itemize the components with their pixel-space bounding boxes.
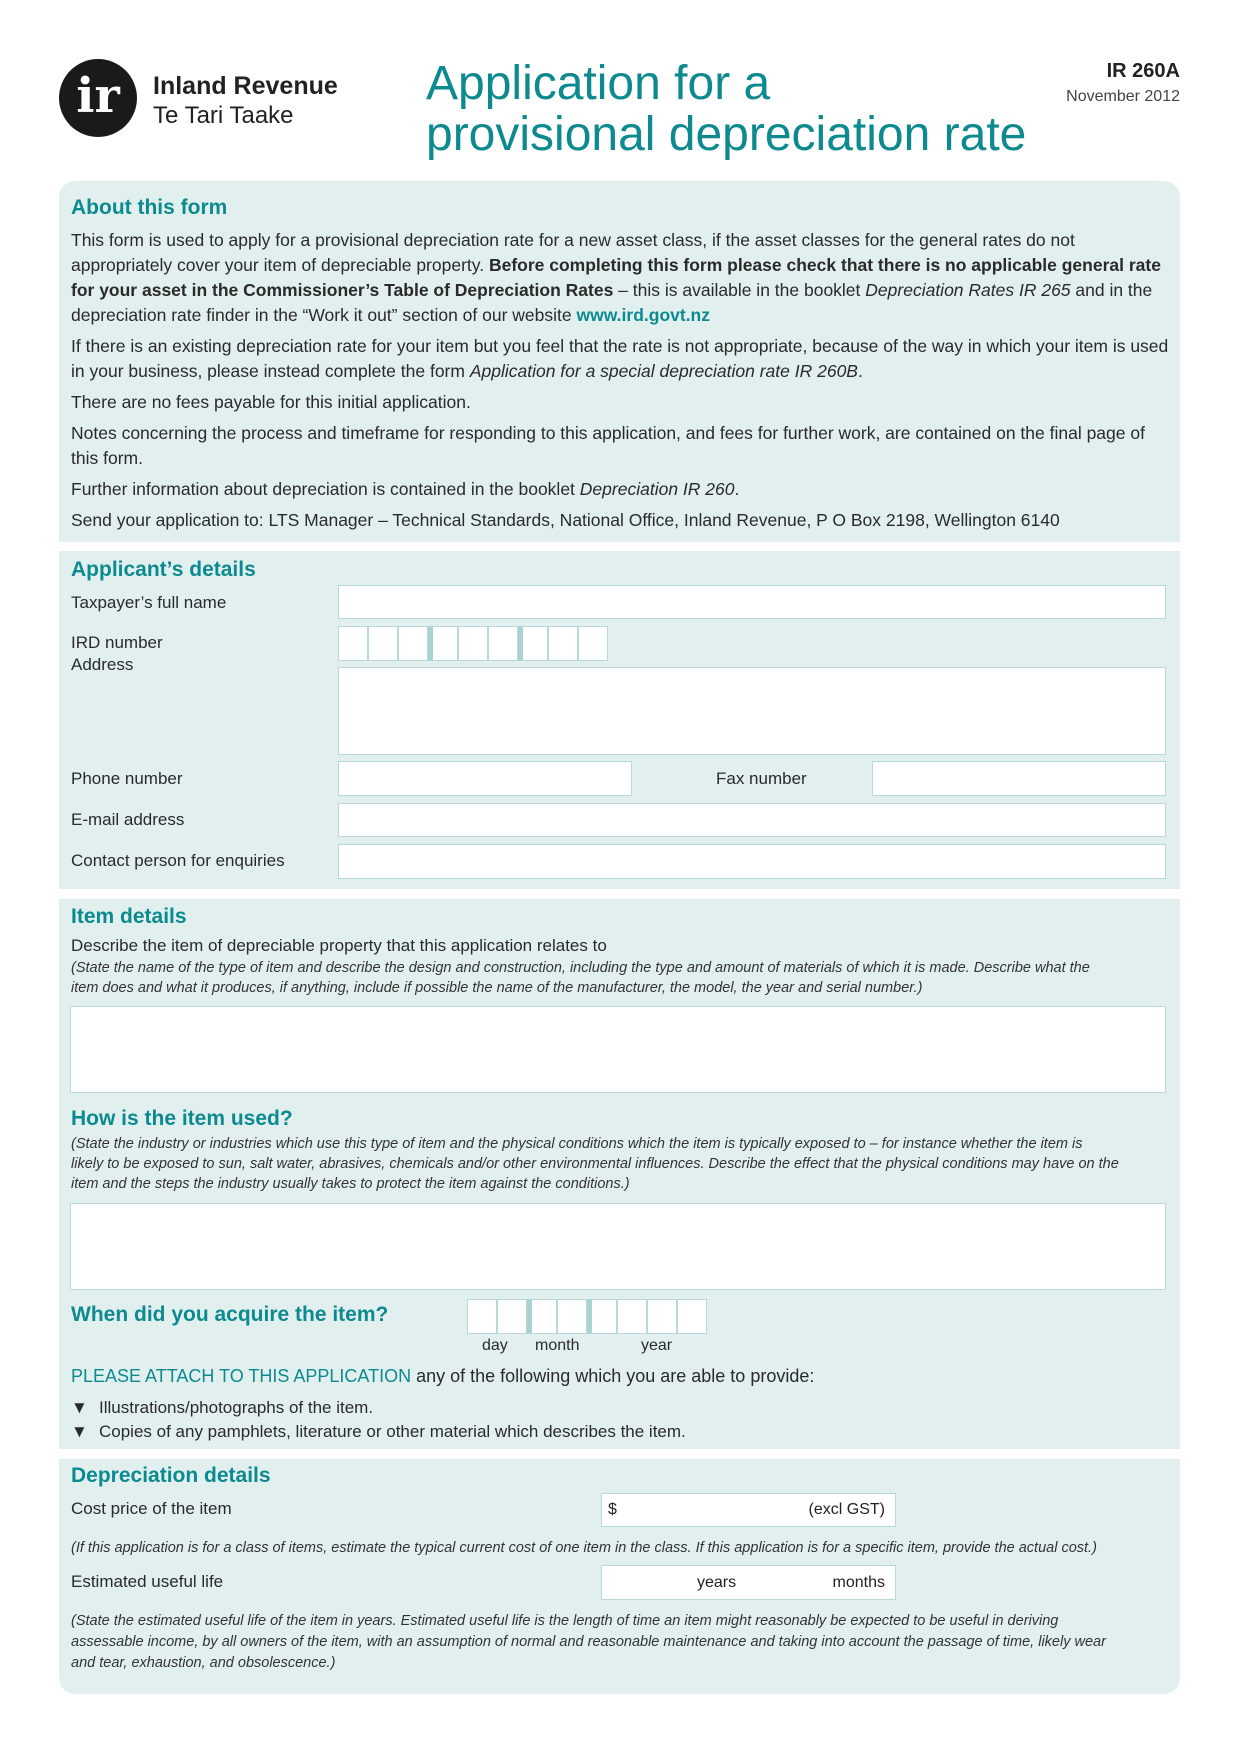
day-label: day [482,1337,508,1354]
excl-gst-label: (excl GST) [808,1501,885,1518]
bullet-item [71,1422,686,1442]
usage-input[interactable] [70,1203,1166,1290]
org-maori-name: Te Tari Taake [153,102,294,129]
ird-number-input[interactable] [338,626,608,661]
usage-note: (State the industry or industries which use this type of item and the physical conditions which the item is typically exposed to – for instance whether the item is [71,1136,1083,1152]
date-box[interactable] [497,1299,527,1334]
triangle-down-icon: ▼ [71,1422,88,1441]
bullet-text: Copies of any pamphlets, literature or other material which describes the item. [99,1422,686,1441]
text: Notes concerning the process and timeframe for responding to this application, and fees for further work, are contained on the final page of this form. [71,423,1145,468]
item-heading: Item details [71,905,187,928]
describe-label: Describe the item of depreciable property that this application relates to [71,936,607,955]
year-label: year [641,1337,673,1354]
text: – this is available in the booklet [613,280,866,300]
currency-symbol: $ [608,1501,617,1518]
about-heading: About this form [71,196,228,219]
describe-note: (State the name of the type of item and describe the design and construction, including the type and amount of materials of which it is made. Describe what the [71,960,1090,976]
digit-box[interactable] [458,626,488,661]
digit-box[interactable] [518,626,548,661]
usage-heading: How is the item used? [71,1107,293,1130]
form-code: IR 260A [1106,60,1180,82]
attach-instruction [71,1366,814,1387]
ir-logo-icon: ir [59,59,137,137]
text: any of the following which you are able to provide: [411,1366,815,1386]
contact-label: Contact person for enquiries [71,851,285,870]
email-input[interactable] [338,803,1166,837]
org-name: Inland Revenue [153,72,338,100]
useful-life-note: assessable income, by all owners of the item, with an assumption of normal and reasonable maintenance and taking into account the passage of time, likely wear [71,1634,1106,1650]
describe-note: item does and what it produces, if anything, include if possible the name of the manufacturer, the model, the year and serial number.) [71,980,923,996]
send-address: Send your application to: LTS Manager – Technical Standards, National Office, Inland Revenue, P O Box 2198, Wellington 6140 [71,510,1060,530]
cost-input[interactable] [601,1493,896,1527]
text-bold: Before completing this form please check that there is no applicable general rate for your asset in the Commissioner’s Table of Depreciation Rates [71,255,1161,300]
booklet-name: Depreciation Rates IR 265 [865,280,1071,300]
month-label: month [535,1337,580,1354]
acquire-date-input[interactable] [467,1299,707,1334]
useful-life-note: and tear, exhaustion, and obsolescence.) [71,1655,336,1671]
date-box[interactable] [557,1299,587,1334]
digit-box[interactable] [368,626,398,661]
address-label: Address [71,655,134,674]
digit-box[interactable] [578,626,608,661]
date-box[interactable] [677,1299,707,1334]
title-line-1: Application for a [426,57,771,110]
years-label: years [697,1574,737,1591]
depreciation-heading: Depreciation details [71,1464,271,1487]
digit-box[interactable] [398,626,428,661]
digit-box[interactable] [428,626,458,661]
useful-life-note: (State the estimated useful life of the item in years. Estimated useful life is the length of time an item might reasonably be expected to be useful in deriving [71,1613,1059,1629]
date-box[interactable] [617,1299,647,1334]
phone-label: Phone number [71,769,183,788]
about-text [71,228,1171,539]
text: . [734,479,740,499]
digit-box[interactable] [338,626,368,661]
months-label: months [832,1574,885,1591]
date-box[interactable] [527,1299,557,1334]
acquire-heading: When did you acquire the item? [71,1303,389,1326]
page-title [426,58,1026,160]
full-name-label: Taxpayer’s full name [71,593,227,612]
text: There are no fees payable for this initial application. [71,392,471,412]
useful-life-input[interactable] [601,1565,896,1600]
usage-note: item and the steps the industry usually takes to protect the item against the conditions.) [71,1176,630,1192]
date-box[interactable] [647,1299,677,1334]
contact-input[interactable] [338,844,1166,879]
cost-label: Cost price of the item [71,1499,232,1518]
email-label: E-mail address [71,810,185,829]
booklet-name: Depreciation IR 260 [579,479,735,499]
date-box[interactable] [467,1299,497,1334]
form-date: November 2012 [1066,88,1180,105]
ird-number-label: IRD number [71,633,163,652]
fax-input[interactable] [872,761,1166,796]
full-name-input[interactable] [338,585,1166,619]
triangle-down-icon: ▼ [71,1398,88,1417]
phone-input[interactable] [338,761,632,796]
title-line-2: provisional depreciation rate [426,108,1027,161]
text: . [857,361,863,381]
bullet-item [71,1398,373,1418]
text: If there is an existing depreciation rate for your item but you feel that the rate is not appropriate, because of the way in which your item is used in your business, please instead complete the form [71,336,1169,381]
describe-input[interactable] [70,1006,1166,1093]
fax-label: Fax number [716,769,807,788]
cost-note: (If this application is for a class of items, estimate the typical current cost of one item in the class. If this application is for a specific item, provide the actual cost.) [71,1540,1097,1556]
bullet-text: Illustrations/photographs of the item. [99,1398,374,1417]
applicant-heading: Applicant’s details [71,558,256,581]
attach-caps: PLEASE ATTACH TO THIS APPLICATION [71,1366,412,1386]
useful-life-label: Estimated useful life [71,1572,224,1591]
text: and in the depreciation rate finder in the “Work it out” section of our website [71,280,1153,325]
form-name: Application for a special depreciation rate IR 260B [469,361,858,381]
date-box[interactable] [587,1299,617,1334]
text: Further information about depreciation is contained in the booklet [71,479,580,499]
text: This form is used to apply for a provisional depreciation rate for a new asset class, if the asset classes for the general rates do not appropriately cover your item of depreciable property. [71,230,1075,275]
usage-note: likely to be exposed to sun, salt water, abrasives, chemicals and/or other environmental influences. Describe the effect that the physical conditions may have on the [71,1156,1119,1172]
address-input[interactable] [338,667,1166,755]
digit-box[interactable] [548,626,578,661]
digit-box[interactable] [488,626,518,661]
website-link[interactable]: www.ird.govt.nz [576,305,710,325]
